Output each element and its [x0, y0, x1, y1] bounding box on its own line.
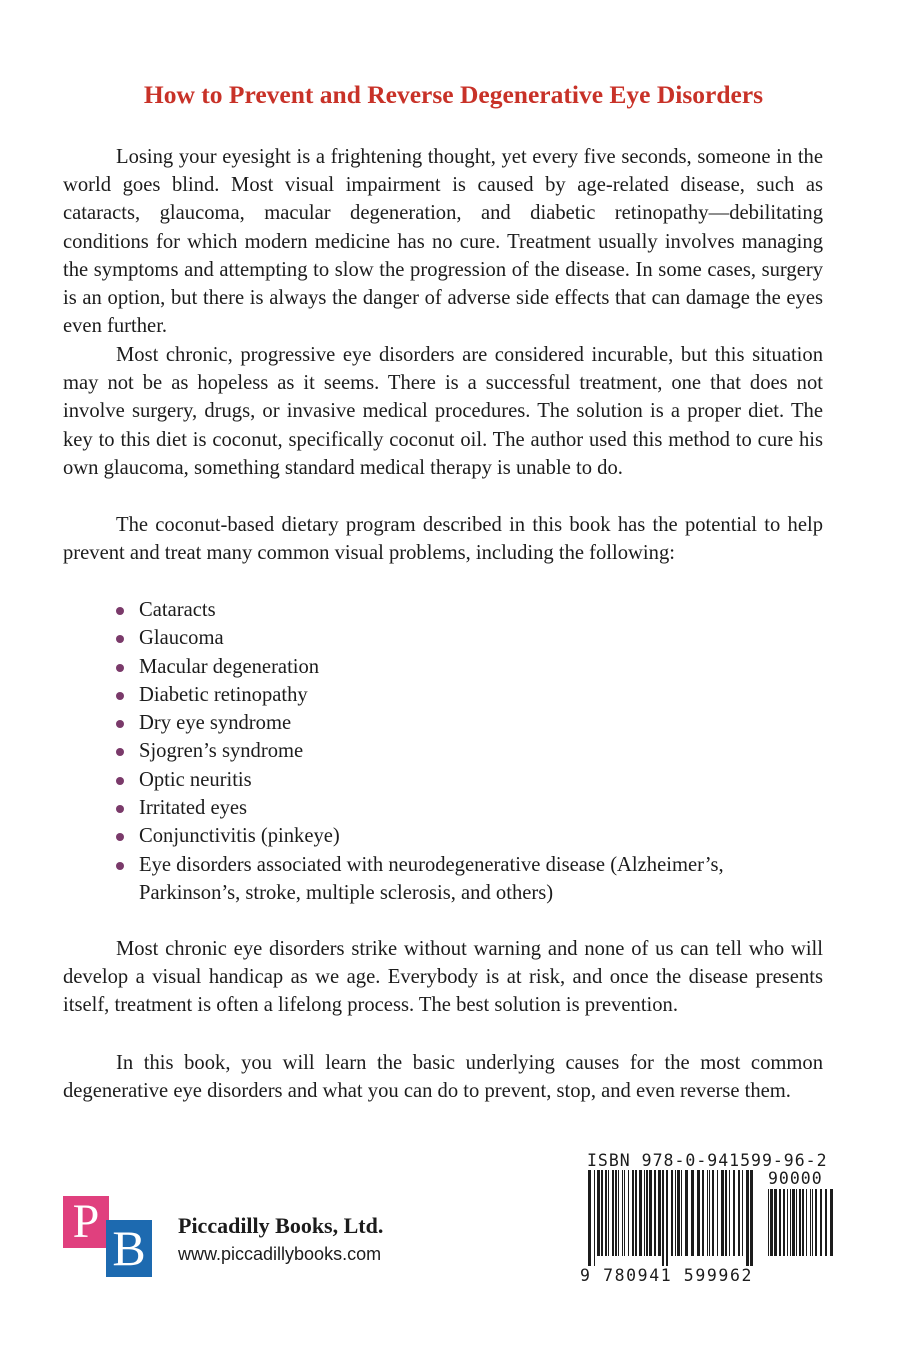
barcode-bar: [628, 1170, 629, 1256]
list-item: [114, 822, 814, 850]
conditions-list: [114, 596, 814, 907]
bullet-icon: [116, 692, 124, 700]
barcode-bar: [605, 1170, 607, 1256]
list-item: [114, 624, 814, 652]
logo-letter-p: P: [63, 1196, 109, 1248]
barcode-bar: [702, 1170, 704, 1256]
barcode-bar: [830, 1189, 833, 1256]
list-item-text: Conjunctivitis (pinkeye): [139, 825, 340, 848]
barcode-bar: [644, 1170, 645, 1256]
barcode-bar: [820, 1189, 822, 1256]
list-item: [114, 596, 814, 624]
bullet-icon: [116, 833, 124, 841]
barcode-bar: [725, 1170, 727, 1256]
program-paragraph: The coconut-based dietary program described in this book has the potential to help prevent and treat many common visual problems, including the following:: [63, 514, 823, 565]
addon-barcode-bars: [768, 1189, 834, 1266]
barcode-bar: [750, 1170, 753, 1266]
barcode-bar: [812, 1189, 813, 1256]
barcode-bar: [721, 1170, 724, 1256]
barcode-bar: [787, 1189, 788, 1256]
list-item: [114, 709, 814, 737]
barcode-bar: [649, 1170, 652, 1256]
barcode-bar: [594, 1170, 595, 1266]
treatment-paragraph: Most chronic, progressive eye disorders are considered incurable, but this situation may not be as hopeless as it seems. There is a successful treatment, one that does not involve surgery, drugs, or invasive medical procedures. The solution is a proper diet. The key to this diet is coconut, specifically coconut oil. The author used this method to cure his own glaucoma, something standard medical therapy is unable to do.: [63, 344, 823, 479]
barcode-bar: [691, 1170, 694, 1256]
ean-digits: 9 780941 599962: [580, 1266, 754, 1285]
list-item-text: Diabetic retinopathy: [139, 683, 308, 706]
barcode-bar: [697, 1170, 700, 1256]
bullet-icon: [116, 748, 124, 756]
barcode-bar: [677, 1170, 680, 1256]
barcode-bar: [622, 1170, 623, 1256]
barcode-bar: [733, 1170, 735, 1256]
ean-barcode-bars: [588, 1170, 756, 1266]
barcode-bar: [738, 1170, 740, 1256]
barcode-bar: [799, 1189, 801, 1256]
logo-letter-b: B: [106, 1220, 152, 1277]
publisher-name: Piccadilly Books, Ltd.: [178, 1213, 384, 1238]
barcode-bar: [615, 1170, 617, 1256]
bullet-icon: [116, 862, 124, 870]
barcode-bar: [792, 1189, 795, 1256]
barcode-bar: [666, 1170, 668, 1266]
bullet-icon: [116, 635, 124, 643]
barcode-bar: [709, 1170, 710, 1256]
barcode-bar: [612, 1170, 614, 1256]
list-item-text: Eye disorders associated with neurodegenerative disease (Alzheimer’s, Parkinson’s, stroke, multiple sclerosis, and others): [139, 853, 724, 904]
intro-paragraph: Losing your eyesight is a frightening thought, yet every five seconds, someone in the world goes blind. Most visual impairment is caused by age-related disease, such as cataracts, glaucoma, macular degeneration, and diabetic retinopathy—debilitating conditions for which modern medicine has no cure. Treatment usually involves managing the symptoms and attempting to slow the progression of the disease. In some cases, surgery is an option, but there is always the danger of adverse side effects that can damage the eyes even further.: [63, 146, 823, 338]
list-item-text: Dry eye syndrome: [139, 712, 292, 735]
barcode-bar: [671, 1170, 673, 1256]
barcode-bar: [712, 1170, 714, 1256]
barcode-bar: [774, 1189, 777, 1256]
barcode-bar: [742, 1170, 743, 1256]
isbn-barcode: [578, 1150, 842, 1288]
barcode-bar: [783, 1189, 785, 1256]
barcode-bar: [662, 1170, 664, 1266]
risk-paragraph: Most chronic eye disorders strike without warning and none of us can tell who will develop a visual handicap as we age. Everybody is at risk, and once the disease presents itself, treatment is often a lifelong process. The best solution is prevention.: [63, 938, 823, 1017]
barcode-bar: [796, 1189, 797, 1256]
barcode-bar: [770, 1189, 773, 1256]
list-item-text: Irritated eyes: [139, 797, 248, 820]
barcode-bar: [618, 1170, 619, 1256]
bullet-icon: [116, 777, 124, 785]
barcode-bar: [779, 1189, 781, 1256]
barcode-bar: [685, 1170, 688, 1256]
bullet-icon: [116, 607, 124, 615]
price-code: 90000: [768, 1169, 823, 1188]
list-item-text: Glaucoma: [139, 627, 224, 650]
bullet-icon: [116, 720, 124, 728]
barcode-bar: [639, 1170, 642, 1256]
list-item: [114, 766, 814, 794]
barcode-bar: [624, 1170, 625, 1256]
barcode-bar: [746, 1170, 749, 1266]
barcode-bar: [646, 1170, 648, 1256]
barcode-bar: [608, 1170, 609, 1256]
list-item: [114, 681, 814, 709]
barcode-bar: [654, 1170, 656, 1256]
barcode-bar: [632, 1170, 634, 1256]
list-item-text: Cataracts: [139, 599, 216, 621]
barcode-bar: [601, 1170, 603, 1256]
barcode-bar: [658, 1170, 661, 1256]
barcode-bar: [681, 1170, 682, 1256]
barcode-bar: [717, 1170, 718, 1256]
closing-paragraph: In this book, you will learn the basic underlying causes for the most common degenerative eye disorders and what you can do to prevent, stop, and even reverse them.: [63, 1052, 823, 1103]
list-item: [114, 851, 814, 908]
barcode-bar: [815, 1189, 817, 1256]
list-item-text: Optic neuritis: [139, 768, 252, 791]
barcode-bar: [806, 1189, 807, 1256]
isbn-text: ISBN 978-0-941599-96-2: [587, 1151, 828, 1170]
list-item: [114, 653, 814, 681]
barcode-bar: [588, 1170, 591, 1266]
barcode-bar: [810, 1189, 811, 1256]
barcode-bar: [825, 1189, 827, 1256]
barcode-bar: [790, 1189, 791, 1256]
barcode-bar: [802, 1189, 804, 1256]
book-description-title: How to Prevent and Reverse Degenerative Eye Disorders: [143, 80, 764, 109]
bullet-icon: [116, 805, 124, 813]
barcode-bar: [707, 1170, 708, 1256]
list-item: [114, 794, 814, 822]
barcode-bar: [729, 1170, 730, 1256]
list-item: [114, 737, 814, 765]
list-item-text: Macular degeneration: [139, 655, 320, 678]
barcode-bar: [635, 1170, 637, 1256]
barcode-bar: [597, 1170, 600, 1256]
publisher-logo: [63, 1196, 152, 1277]
list-item-text: Sjogren’s syndrome: [139, 740, 304, 763]
publisher-url: www.piccadillybooks.com: [178, 1244, 382, 1264]
barcode-bar: [768, 1189, 769, 1256]
barcode-bar: [675, 1170, 676, 1256]
bullet-icon: [116, 664, 124, 672]
